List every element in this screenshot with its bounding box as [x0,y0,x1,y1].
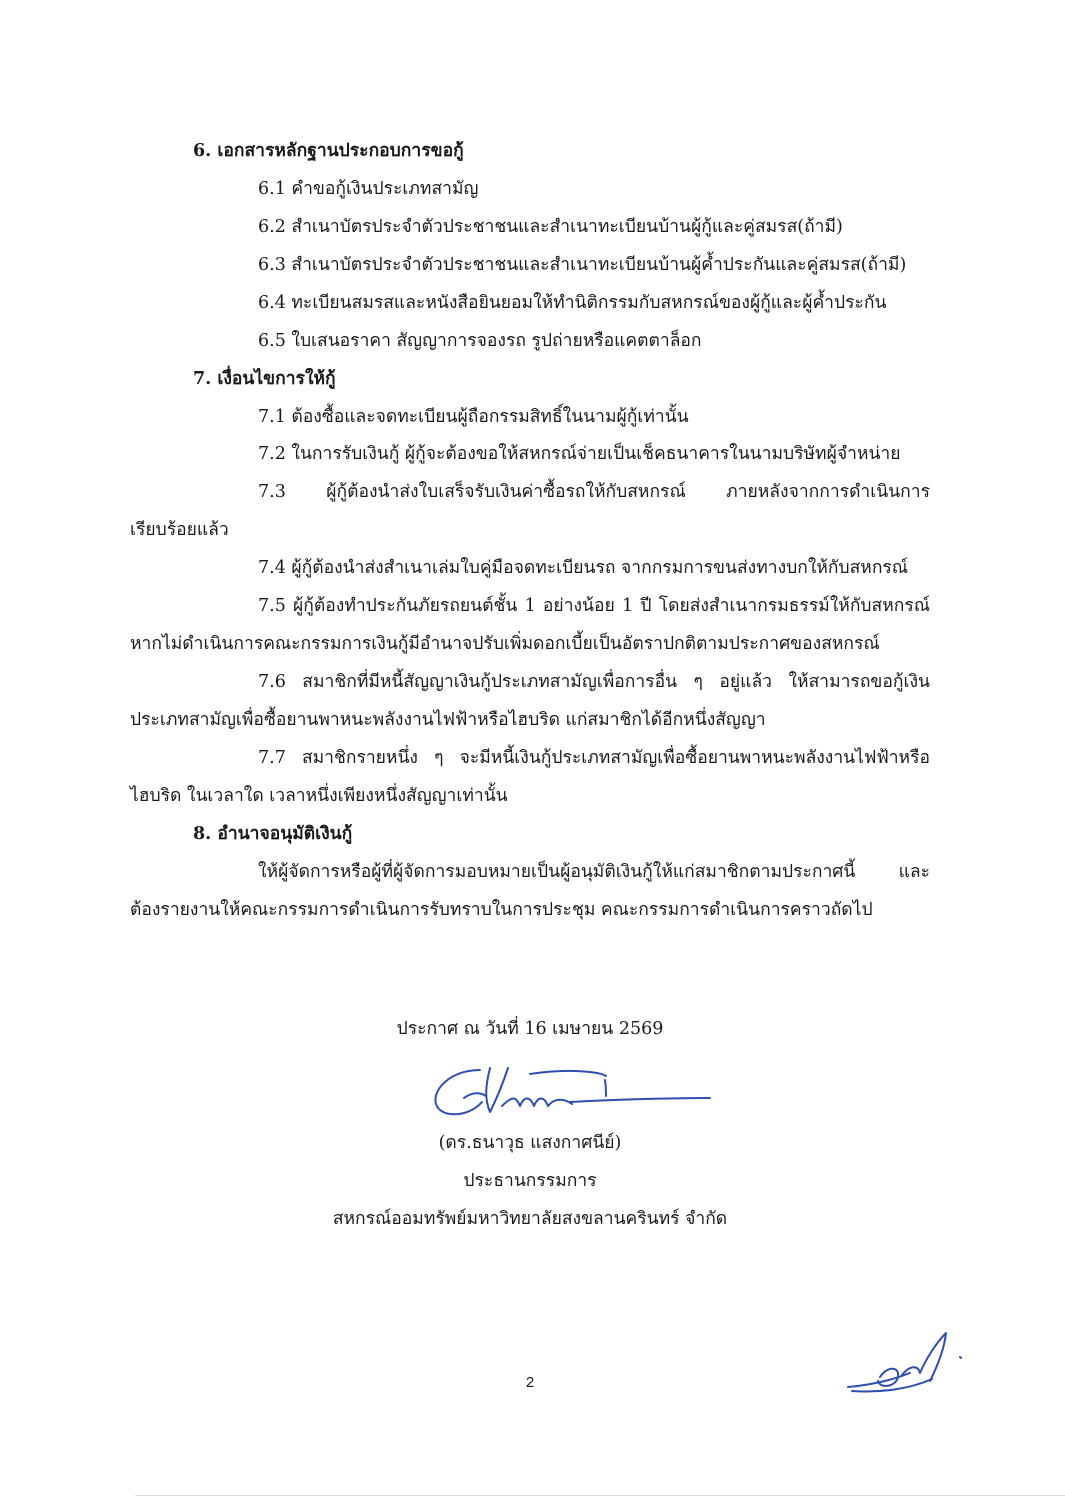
section-7-item-5: 7.5 ผู้กู้ต้องทำประกันภัยรถยนต์ชั้น 1 อย่างน้อย 1 ปี โดยส่งสำเนากรมธรรม์ให้กับสหกรณ์ [258,596,930,616]
section-7-item-7: 7.7 สมาชิกรายหนึ่ง ๆ จะมีหนี้เงินกู้ประเภทสามัญเพื่อซื้อยานพาหนะพลังงานไฟฟ้าหรือ [258,748,930,768]
section-7-item-2: 7.2 ในการรับเงินกู้ ผู้กู้จะต้องขอให้สหกรณ์จ่ายเป็นเช็คธนาคารในนามบริษัทผู้จำหน่าย [258,444,901,464]
section-7-item-5-cont: หากไม่ดำเนินการคณะกรรมการเงินกู้มีอำนาจปรับเพิ่มดอกเบี้ยเป็นอัตราปกติตามประกาศของสหกรณ์ [130,634,880,654]
section-7-item-3-cont: เรียบร้อยแล้ว [130,520,229,540]
section-6-item-1: 6.1 คำขอกู้เงินประเภทสามัญ [258,179,479,199]
section-6-item-5: 6.5 ใบเสนอราคา สัญญาการจองรถ รูปถ่ายหรือแคตตาล็อก [258,331,702,351]
initials-image [840,1325,980,1405]
section-8-heading: 8. อำนาจอนุมัติเงินกู้ [193,824,353,844]
section-7-item-7-cont: ไฮบริด ในเวลาใด เวลาหนึ่งเพียงหนึ่งสัญญาเท่านั้น [130,786,508,806]
page-number: 2 [525,1374,535,1391]
president-signature-image [420,1040,720,1130]
section-8-paragraph-line-1: ให้ผู้จัดการหรือผู้ที่ผู้จัดการมอบหมายเป็นผู้อนุมัติเงินกู้ให้แก่สมาชิกตามประกาศนี้ และ [258,862,930,882]
president-name: (ดร.ธนาวุธ แสงกาศนีย์) [438,1133,622,1153]
bottom-scan-line [135,1495,1065,1496]
organization-name: สหกรณ์ออมทรัพย์มหาวิทยาลัยสงขลานครินทร์ จำกัด [332,1209,728,1229]
section-8-paragraph-line-2: ต้องรายงานให้คณะกรรมการดำเนินการรับทราบในการประชุม คณะกรรมการดำเนินการคราวถัดไป [130,900,873,920]
section-6-item-4: 6.4 ทะเบียนสมรสและหนังสือยินยอมให้ทำนิติกรรมกับสหกรณ์ของผู้กู้และผู้ค้ำประกัน [258,293,887,313]
section-7-item-6: 7.6 สมาชิกที่มีหนี้สัญญาเงินกู้ประเภทสามัญเพื่อการอื่น ๆ อยู่แล้ว ให้สามารถขอกู้เงิน [258,672,930,692]
president-position: ประธานกรรมการ [463,1171,597,1191]
section-7-item-6-cont: ประเภทสามัญเพื่อซื้อยานพาหนะพลังงานไฟฟ้าหรือไฮบริด แก่สมาชิกได้อีกหนึ่งสัญญา [130,710,766,730]
section-7-heading: 7. เงื่อนไขการให้กู้ [193,369,336,389]
section-6-heading: 6. เอกสารหลักฐานประกอบการขอกู้ [193,141,464,161]
section-7-item-4: 7.4 ผู้กู้ต้องนำส่งสำเนาเล่มใบคู่มือจดทะเบียนรถ จากกรมการขนส่งทางบกให้กับสหกรณ์ [258,558,909,578]
section-7-item-1: 7.1 ต้องซื้อและจดทะเบียนผู้ถือกรรมสิทธิ์ในนามผู้กู้เท่านั้น [258,407,689,427]
section-6-item-3: 6.3 สำเนาบัตรประจำตัวประชาชนและสำเนาทะเบียนบ้านผู้ค้ำประกันและคู่สมรส(ถ้ามี) [258,255,907,275]
section-7-item-3: 7.3 ผู้กู้ต้องนำส่งใบเสร็จรับเงินค่าซื้อรถให้กับสหกรณ์ ภายหลังจากการดำเนินการ [258,482,930,502]
announcement-date: ประกาศ ณ วันที่ 16 เมษายน 2569 [396,1019,664,1039]
section-6-item-2: 6.2 สำเนาบัตรประจำตัวประชาชนและสำเนาทะเบียนบ้านผู้กู้และคู่สมรส(ถ้ามี) [258,217,843,237]
